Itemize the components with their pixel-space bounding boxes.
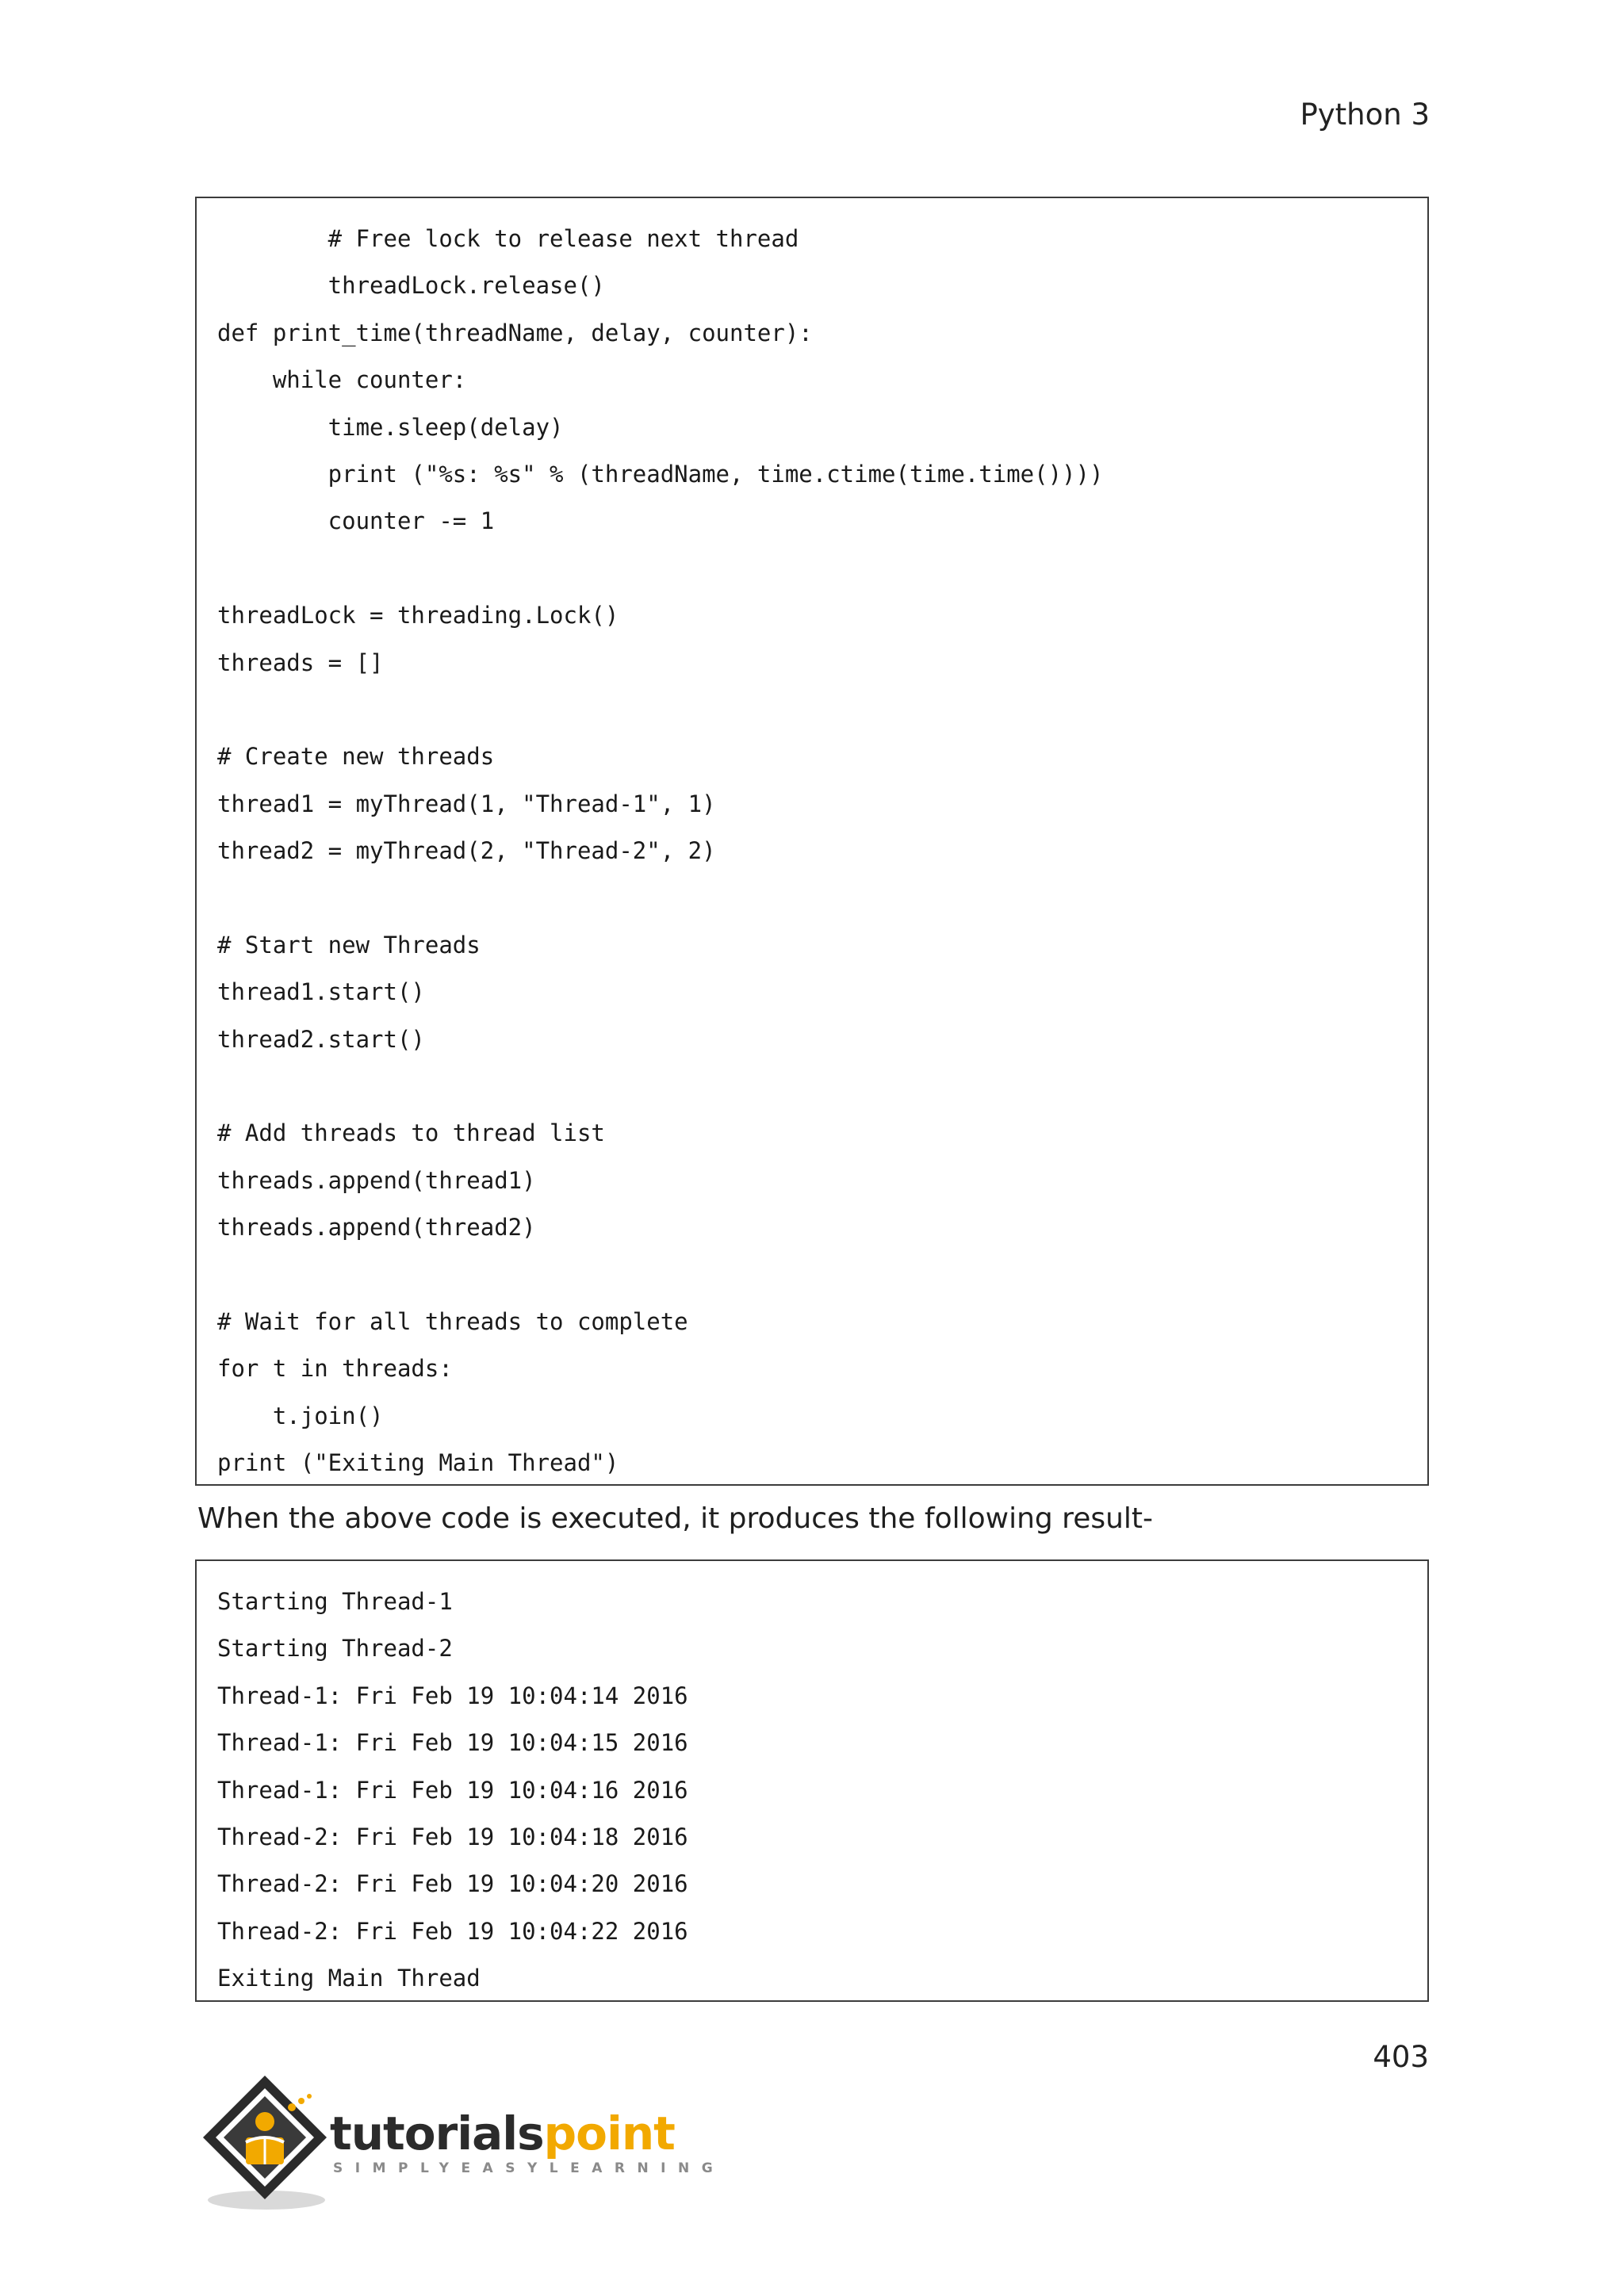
source-code-lines bbox=[217, 216, 1103, 1487]
code-line: thread1.start() bbox=[217, 978, 425, 1006]
output-line: Thread-2: Fri Feb 19 10:04:18 2016 bbox=[217, 1823, 688, 1850]
code-line: threads.append(thread2) bbox=[217, 1214, 536, 1242]
code-line bbox=[217, 545, 1103, 592]
code-line: counter -= 1 bbox=[217, 507, 495, 535]
code-line: # Start new Threads bbox=[217, 931, 481, 959]
code-line: t.join() bbox=[217, 1402, 384, 1429]
output-line: Thread-2: Fri Feb 19 10:04:20 2016 bbox=[217, 1870, 688, 1898]
output-code-lines bbox=[217, 1578, 688, 2003]
code-line: thread2.start() bbox=[217, 1025, 425, 1053]
result-intro-paragraph: When the above code is executed, it produces the following result- bbox=[197, 1502, 1154, 1535]
code-line: threads.append(thread1) bbox=[217, 1166, 536, 1194]
output-line: Starting Thread-2 bbox=[217, 1635, 453, 1663]
output-line: Starting Thread-1 bbox=[217, 1588, 453, 1615]
output-line: Thread-1: Fri Feb 19 10:04:14 2016 bbox=[217, 1682, 688, 1709]
code-line: # Create new threads bbox=[217, 743, 495, 771]
tutorialspoint-logo bbox=[193, 2069, 726, 2212]
output-line: Thread-1: Fri Feb 19 10:04:16 2016 bbox=[217, 1776, 688, 1804]
code-line bbox=[217, 687, 1103, 733]
code-line bbox=[217, 874, 1103, 921]
code-line: # Wait for all threads to complete bbox=[217, 1307, 688, 1335]
output-line: Exiting Main Thread bbox=[217, 1965, 481, 1992]
logo-emblem-icon bbox=[193, 2069, 336, 2212]
code-line: print ("Exiting Main Thread") bbox=[217, 1449, 619, 1477]
code-line: thread1 = myThread(1, "Thread-1", 1) bbox=[217, 790, 716, 817]
logo-word-point: point bbox=[543, 2107, 675, 2160]
code-line: threadLock.release() bbox=[217, 272, 605, 300]
page-header-title: Python 3 bbox=[1300, 98, 1430, 132]
code-line: # Add threads to thread list bbox=[217, 1119, 605, 1147]
code-line: time.sleep(delay) bbox=[217, 413, 564, 441]
logo-tagline: SIMPLYEASYLEARNING bbox=[333, 2160, 726, 2176]
code-line: thread2 = myThread(2, "Thread-2", 2) bbox=[217, 837, 716, 865]
code-line: threadLock = threading.Lock() bbox=[217, 602, 619, 629]
source-code-block bbox=[195, 197, 1429, 1486]
logo-word-tutorials: tutorials bbox=[330, 2107, 544, 2160]
output-line: Thread-2: Fri Feb 19 10:04:22 2016 bbox=[217, 1917, 688, 1945]
output-line: Thread-1: Fri Feb 19 10:04:15 2016 bbox=[217, 1729, 688, 1757]
code-line: for t in threads: bbox=[217, 1355, 453, 1383]
code-line: def print_time(threadName, delay, counter): bbox=[217, 319, 813, 346]
code-line: threads = [] bbox=[217, 649, 384, 676]
logo-wordmark bbox=[330, 2109, 675, 2158]
code-line: while counter: bbox=[217, 366, 467, 394]
page-number: 403 bbox=[1373, 2040, 1429, 2074]
output-code-block bbox=[195, 1559, 1429, 2002]
code-line: # Free lock to release next thread bbox=[217, 225, 799, 252]
code-line: print ("%s: %s" % (threadName, time.ctime(time.time()))) bbox=[217, 460, 1104, 488]
code-line bbox=[217, 1252, 1103, 1299]
code-line bbox=[217, 1063, 1103, 1110]
